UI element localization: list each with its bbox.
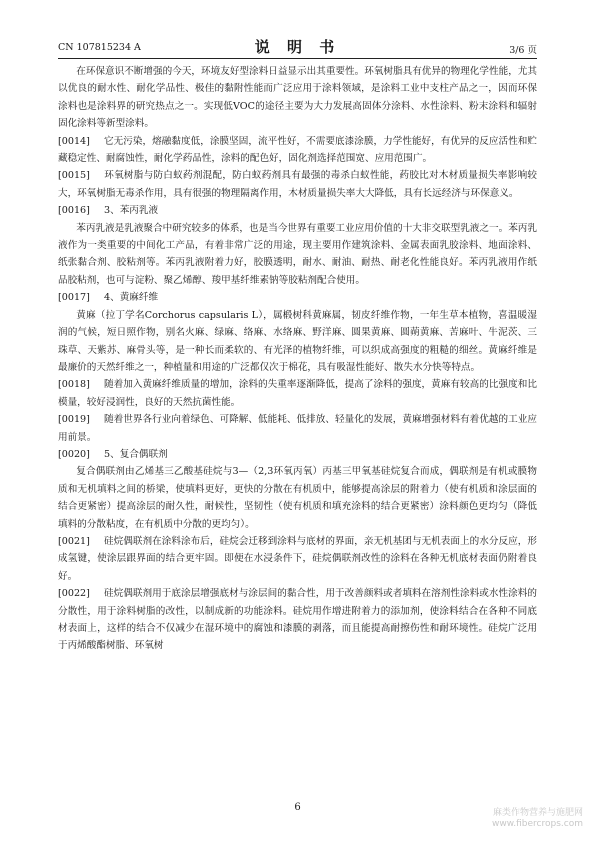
paragraph-text: 它无污染，熔融黏度低，涂膜坚固，流平性好，不需要底漆涂膜，力学性能好，有优异的反应活性和贮藏稳定性、耐腐蚀性，耐化学药品性，涂料的配色好，固化剂选择范围宽、应用范围广。 <box>58 135 537 165</box>
document-title: 说 明 书 <box>254 38 341 56</box>
watermark-url: www.fibercrops.com <box>492 819 583 829</box>
watermark <box>492 808 583 830</box>
paragraph <box>58 585 537 655</box>
page-number: 6 <box>294 802 301 813</box>
paragraph-number: [0021] <box>58 535 90 547</box>
paragraph-number: [0015] <box>58 170 90 182</box>
section-heading-text: 4、黄麻纤维 <box>104 292 159 304</box>
paragraph <box>58 133 537 168</box>
paragraph-text: 环氧树脂与防白蚁药剂混配，防白蚁药剂具有最强的毒杀白蚁性能，药胶比对木材质量损失率影响较大，环氧树脂无毒杀作用，具有很强的物理隔离作用，木材质量损失率大大降低，具有长远经济与环保意义。 <box>58 170 537 199</box>
paragraph-number: [0016] <box>58 205 90 217</box>
section-heading-text: 5、复合偶联剂 <box>104 448 168 460</box>
header-rule <box>58 58 537 59</box>
document-body <box>58 63 537 655</box>
paragraph: 复合偶联剂由乙烯基三乙酸基硅烷与3—（2,3环氧丙氧）丙基三甲氧基硅烷复合而成，偶联剂是有机或膜物质和无机填料之间的桥梁，使填料更好，更快的分散在有机质中，能够提高涂层的附着力（使有机质和涂层面的结合更紧密）提高涂层的耐久性，耐候性，坚韧性（使有机质和填充涂料的结合更紧密）涂料颜色更均匀（降低填料的分散粘度，在有机质中分散的更均匀）。 <box>58 466 537 530</box>
paragraph-text: 随着世界各行业向着绿色、可降解、低能耗、低排放、轻量化的发展，黄麻增强材料有着优越的工业应用前景。 <box>58 414 537 443</box>
paragraph-text: 硅烷偶联剂用于底涂层增强底材与涂层间的黏合性，用于改善颜料或者填料在溶剂性涂料或水性涂料的分散性，用于涂料树脂的改性，以制成新的功能涂料。硅烷用作增进附着力的添加剂，使涂料结合在各种不同底材表面上，这样的结合不仅减少在湿环境中的腐蚀和漆膜的剥落，而且能提高耐擦伤性和耐环境性。硅烷广泛用于丙烯酸酯树脂、环氧树 <box>58 588 537 652</box>
section-heading-text: 3、苯丙乳液 <box>104 205 159 217</box>
paragraph-number: [0022] <box>58 588 90 600</box>
paragraph-number: [0019] <box>58 414 90 426</box>
paragraph-number: [0020] <box>58 448 90 460</box>
section-heading <box>58 446 537 463</box>
section-heading <box>58 289 537 306</box>
paragraph-number: [0014] <box>58 135 90 147</box>
paragraph: 苯丙乳液是乳液聚合中研究较多的体系，也是当今世界有重要工业应用价值的十大非交联型乳液之一。苯丙乳液作为一类重要的中间化工产品，有着非常广泛的用途，现主要用作建筑涂料、金属表面乳胶涂料、地面涂料、纸张黏合剂、胶粘剂等。苯丙乳液附着力好，胶膜透明，耐水、耐油、耐热、耐老化性能良好。苯丙乳液用作纸品胶粘剂，也可与淀粉、聚乙烯醇、羧甲基纤维素钠等胶粘剂配合使用。 <box>58 222 537 286</box>
paragraph: 黄麻（拉丁学名Corchorus capsularis L），属椴树科黄麻属，韧皮纤维作物，一年生草本植物，喜温暖湿润的气候，短日照作物，别名火麻、绿麻、络麻、水络麻、野洋麻、圆果黄麻、圆蒴黄麻、苦麻叶、牛泥茨、三珠草、天紫苏、麻骨头等，是一种长而柔软的、有光泽的植物纤维，可以织成高强度的粗糙的细丝。黄麻纤维是最廉价的天然纤维之一，种植量和用途的广泛都仅次于棉花，具有吸湿性能好、散失水分快等特点。 <box>58 309 537 373</box>
paragraph <box>58 167 537 202</box>
page-count: 3/6 页 <box>509 45 537 56</box>
section-heading <box>58 202 537 219</box>
paragraph: 在环保意识不断增强的今天，环境友好型涂料日益显示出其重要性。环氧树脂具有优异的物理化学性能，尤其以优良的耐水性、耐化学品性、极佳的黏附性能而广泛应用于涂料领域，是涂料工业中支柱产品之一，因而环保涂料也是涂料界的研究热点之一。实现低VOC的途径主要为大力发展高固体分涂料、水性涂料、粉末涂料和辐射固化涂料等新型涂料。 <box>58 66 537 130</box>
paragraph <box>58 411 537 446</box>
patent-number: CN 107815234 A <box>58 42 141 53</box>
paragraph-number: [0018] <box>58 379 90 391</box>
paragraph-number: [0017] <box>58 292 90 304</box>
paragraph <box>58 533 537 585</box>
paragraph-text: 随着加入黄麻纤维质量的增加，涂料的失重率逐渐降低，提高了涂料的强度，黄麻有较高的比强度和比模量，较好浸润性，良好的天然抗菌性能。 <box>58 379 537 408</box>
paragraph-text: 硅烷偶联剂在涂料涂布后，硅烷会迁移到涂料与底材的界面，亲无机基团与无机表面上的水分反应，形成氢键，使涂层跟界面的结合更牢固。即便在水浸条件下，硅烷偶联剂改性的涂料在各种无机底材表面仍附着良好。 <box>58 535 537 582</box>
page-header <box>58 36 537 56</box>
paragraph <box>58 376 537 411</box>
watermark-site-name: 麻类作物营养与施肥网 <box>492 808 583 818</box>
